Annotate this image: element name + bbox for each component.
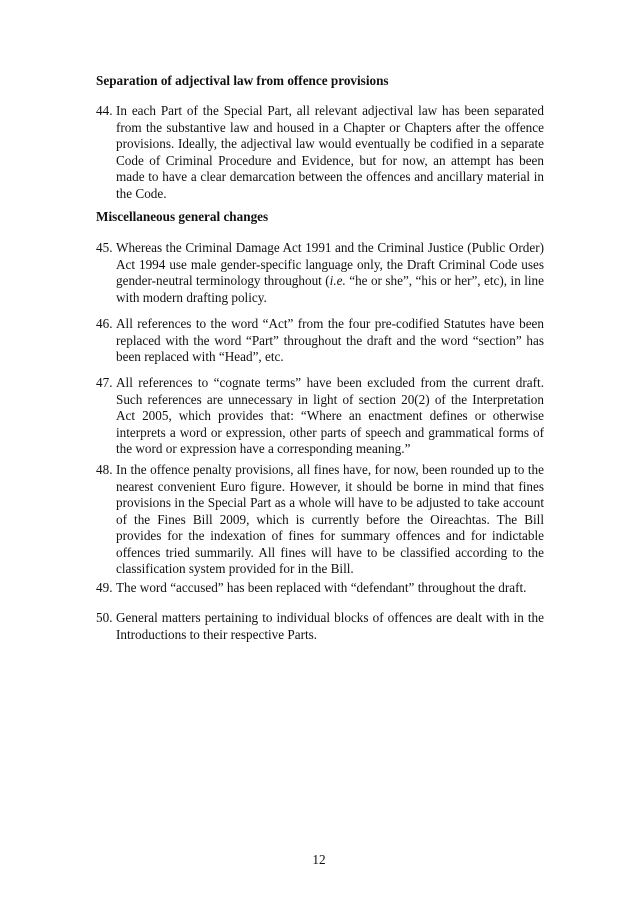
paragraph-text: In the offence penalty provisions, all fines have, for now, been rounded up to the nearest convenient Euro figure. However, it should be borne in mind that fines provisions in the Special Part as a whole will have to be adjusted to take account of the Fines Bill 2009, which is currently before the Oireachtas. The Bill provides for the indexation of fines for summary offences and for indictable offences tried summarily. All fines will have to be classified according to the classification system provided for in the Bill. [116, 462, 544, 576]
paragraph-48 [96, 462, 544, 578]
paragraph-number: 48. [96, 462, 113, 477]
paragraph-text [116, 240, 544, 306]
paragraph-47 [96, 375, 544, 458]
paragraph-text: General matters pertaining to individual blocks of offences are dealt with in the Introductions to their respective Parts. [116, 610, 544, 642]
paragraph-text: All references to the word “Act” from the four pre-codified Statutes have been replaced with the word “Part” throughout the draft and the word “section” has been replaced with “Head”, etc. [116, 316, 544, 364]
section-heading-miscellaneous: Miscellaneous general changes [96, 209, 269, 224]
paragraph-50 [96, 610, 544, 643]
paragraph-number: 44. [96, 103, 113, 118]
paragraph-number: 46. [96, 316, 113, 331]
paragraph-text-italic: i.e. [329, 273, 346, 288]
paragraph-number: 45. [96, 240, 113, 255]
section-heading-adjectival: Separation of adjectival law from offence provisions [96, 73, 389, 88]
paragraph-44 [96, 103, 544, 202]
paragraph-number: 49. [96, 580, 113, 595]
paragraph-number: 50. [96, 610, 113, 625]
paragraph-45 [96, 240, 544, 306]
paragraph-text: The word “accused” has been replaced with “defendant” throughout the draft. [116, 580, 527, 595]
paragraph-number: 47. [96, 375, 113, 390]
paragraph-text: All references to “cognate terms” have been excluded from the current draft. Such references are unnecessary in light of section 20(2) of the Interpretation Act 2005, which provides that: “Where an enactment defines or otherwise interprets a word or expression, other parts of speech and grammatical forms of the word or expression have a corresponding meaning.” [116, 375, 544, 456]
page-number: 12 [312, 852, 326, 867]
paragraph-text: In each Part of the Special Part, all relevant adjectival law has been separated from the substantive law and housed in a Chapter or Chapters after the offence provisions. Ideally, the adjectival law would eventually be codified in a separate Code of Criminal Procedure and Evidence, but for now, an attempt has been made to have a clear demarcation between the offences and ancillary material in the Code. [116, 103, 544, 201]
paragraph-text-part: “he or she”, “his or her”, etc), in line with modern drafting policy. [116, 273, 544, 305]
paragraph-text-part: Whereas the Criminal Damage Act 1991 and the Criminal Justice (Public Order) Act 1994 use male gender-specific language only, the Draft Criminal Code uses gender-neutral terminology throughout ( [116, 240, 544, 288]
paragraph-46 [96, 316, 544, 366]
paragraph-49 [96, 580, 544, 597]
